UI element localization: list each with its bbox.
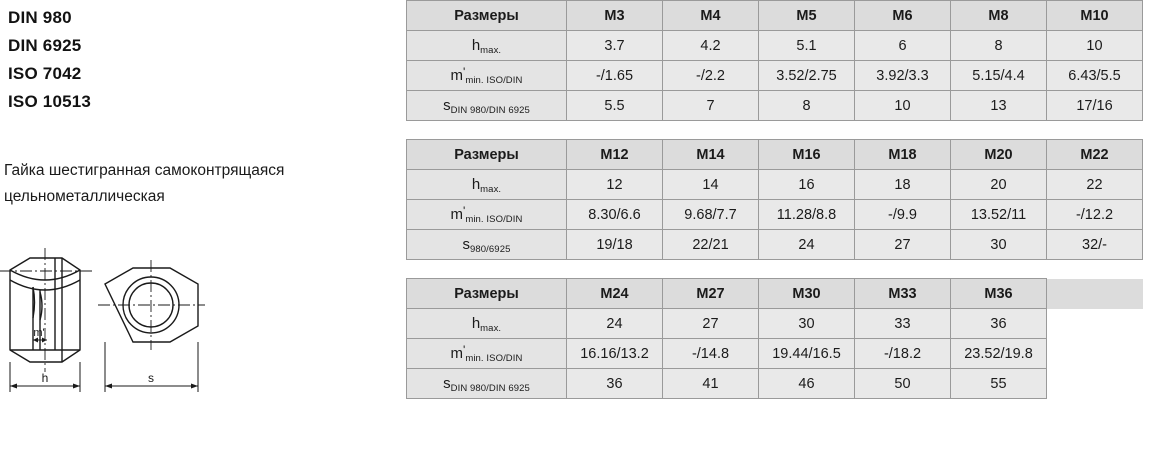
product-description	[4, 158, 404, 210]
table-cell: -/2.2	[663, 61, 759, 91]
row-label-prime: '	[463, 343, 466, 357]
row-label-subscript: DIN 980/DIN 6925	[450, 105, 530, 116]
row-label-symbol: s	[443, 97, 451, 114]
row-label	[407, 31, 567, 61]
table-cell: 3.7	[567, 31, 663, 61]
table-header-cell: M16	[759, 140, 855, 170]
row-label-subscript: max.	[480, 45, 502, 56]
dim-label-h: h	[41, 371, 49, 385]
table-header-cell: M24	[567, 279, 663, 309]
description-line: Гайка шестигранная самоконтрящаяся	[4, 162, 285, 179]
table-header-cell: M22	[1047, 140, 1143, 170]
row-label-prime: '	[463, 204, 466, 218]
standards-list	[8, 4, 308, 116]
standard-item: DIN 6925	[8, 36, 82, 55]
row-label	[407, 339, 567, 369]
table-header-cell: M18	[855, 140, 951, 170]
table-cell: 3.52/2.75	[759, 61, 855, 91]
spec-table-2	[406, 139, 1143, 260]
dim-h-arrow-left	[10, 384, 17, 389]
table-header-row	[407, 140, 1143, 170]
table-row	[407, 230, 1143, 260]
dim-s-arrow-right	[191, 384, 198, 389]
table-header-cell: M4	[663, 1, 759, 31]
row-label-subscript: min. ISO/DIN	[465, 353, 523, 364]
table-cell: 8	[759, 91, 855, 121]
table-cell: 30	[951, 230, 1047, 260]
table-cell: 7	[663, 91, 759, 121]
table-cell: 55	[951, 369, 1047, 399]
table-cell: 3.92/3.3	[855, 61, 951, 91]
table-cell: 5.5	[567, 91, 663, 121]
table-cell: -/18.2	[855, 339, 951, 369]
table-cell: 33	[855, 309, 951, 339]
table-header-cell: Размеры	[407, 1, 567, 31]
row-label	[407, 91, 567, 121]
row-label-symbol: m	[450, 206, 464, 223]
table-cell: 6.43/5.5	[1047, 61, 1143, 91]
row-label-subscript: DIN 980/DIN 6925	[450, 383, 530, 394]
table-cell: 11.28/8.8	[759, 200, 855, 230]
table-cell: 36	[567, 369, 663, 399]
row-label-symbol: s	[443, 375, 451, 392]
table-header-cell: M8	[951, 1, 1047, 31]
table-row	[407, 91, 1143, 121]
table-cell: 36	[951, 309, 1047, 339]
table-header-cell: M14	[663, 140, 759, 170]
table-cell: 27	[663, 309, 759, 339]
row-label-symbol: h	[471, 315, 481, 332]
table-cell: 6	[855, 31, 951, 61]
row-label	[407, 309, 567, 339]
table-header-cell: Размеры	[407, 140, 567, 170]
table-cell: 12	[567, 170, 663, 200]
table-cell: 13	[951, 91, 1047, 121]
spec-table-3	[406, 278, 1143, 399]
table-row	[407, 170, 1143, 200]
table-header-cell: M12	[567, 140, 663, 170]
row-label-prime: '	[463, 65, 466, 79]
specification-tables	[406, 0, 1174, 417]
description-line: цельнометаллическая	[4, 188, 165, 205]
table-row	[407, 339, 1143, 369]
table-header-cell: M33	[855, 279, 951, 309]
table-cell: -/14.8	[663, 339, 759, 369]
table-header-cell: M10	[1047, 1, 1143, 31]
row-label-symbol: m	[450, 67, 464, 84]
row-label-symbol: h	[471, 37, 481, 54]
table-cell: 16.16/13.2	[567, 339, 663, 369]
table-cell-empty	[1047, 339, 1143, 369]
row-label-symbol: s	[462, 236, 471, 253]
table-cell: 46	[759, 369, 855, 399]
table-row	[407, 309, 1143, 339]
standard-item: ISO 10513	[8, 92, 92, 111]
table-header-cell: Размеры	[407, 279, 567, 309]
table-header-cell: M6	[855, 1, 951, 31]
table-header-cell: M36	[951, 279, 1047, 309]
table-cell: 16	[759, 170, 855, 200]
table-cell-empty	[1047, 309, 1143, 339]
row-label-symbol: h	[471, 176, 481, 193]
table-header-cell: M27	[663, 279, 759, 309]
nut-drawing-svg	[0, 240, 210, 415]
dim-h-arrow-right	[73, 384, 80, 389]
table-cell: 10	[855, 91, 951, 121]
table-cell: -/9.9	[855, 200, 951, 230]
table-cell: 30	[759, 309, 855, 339]
table-cell: 5.1	[759, 31, 855, 61]
table-row	[407, 61, 1143, 91]
table-cell: 13.52/11	[951, 200, 1047, 230]
table-header-cell-empty	[1047, 279, 1143, 309]
row-label-subscript: 980/6925	[470, 244, 511, 255]
row-label	[407, 230, 567, 260]
table-cell: 17/16	[1047, 91, 1143, 121]
table-header-cell: M5	[759, 1, 855, 31]
table-cell: 27	[855, 230, 951, 260]
table-cell: 8.30/6.6	[567, 200, 663, 230]
table-cell: 8	[951, 31, 1047, 61]
table-cell: 19/18	[567, 230, 663, 260]
dim-label-m-prime: m'	[33, 327, 45, 339]
table-header-cell: M20	[951, 140, 1047, 170]
row-label-subscript: min. ISO/DIN	[465, 214, 523, 225]
table-row	[407, 31, 1143, 61]
table-cell: 20	[951, 170, 1047, 200]
table-cell: -/1.65	[567, 61, 663, 91]
table-cell: -/12.2	[1047, 200, 1143, 230]
table-cell: 4.2	[663, 31, 759, 61]
table-cell: 23.52/19.8	[951, 339, 1047, 369]
table-header-row	[407, 1, 1143, 31]
spec-table-1	[406, 0, 1143, 121]
row-label-subscript: max.	[480, 184, 502, 195]
table-cell: 9.68/7.7	[663, 200, 759, 230]
table-cell-empty	[1047, 369, 1143, 399]
table-cell: 50	[855, 369, 951, 399]
table-cell: 41	[663, 369, 759, 399]
table-row	[407, 369, 1143, 399]
table-cell: 5.15/4.4	[951, 61, 1047, 91]
dim-label-s: s	[148, 371, 154, 385]
table-cell: 22/21	[663, 230, 759, 260]
table-header-cell: M30	[759, 279, 855, 309]
standard-item: ISO 7042	[8, 64, 82, 83]
table-cell: 10	[1047, 31, 1143, 61]
table-cell: 18	[855, 170, 951, 200]
table-header-cell: M3	[567, 1, 663, 31]
row-label	[407, 61, 567, 91]
table-cell: 14	[663, 170, 759, 200]
row-label	[407, 200, 567, 230]
table-row	[407, 200, 1143, 230]
row-label-symbol: m	[450, 345, 464, 362]
left-column	[0, 0, 404, 474]
row-label	[407, 170, 567, 200]
table-cell: 24	[567, 309, 663, 339]
standard-item: DIN 980	[8, 8, 72, 27]
row-label	[407, 369, 567, 399]
row-label-subscript: min. ISO/DIN	[465, 75, 523, 86]
table-header-row	[407, 279, 1143, 309]
dim-s-arrow-left	[105, 384, 112, 389]
table-cell: 22	[1047, 170, 1143, 200]
table-cell: 32/-	[1047, 230, 1143, 260]
row-label-subscript: max.	[480, 323, 502, 334]
table-cell: 19.44/16.5	[759, 339, 855, 369]
technical-drawing	[0, 240, 210, 415]
table-cell: 24	[759, 230, 855, 260]
